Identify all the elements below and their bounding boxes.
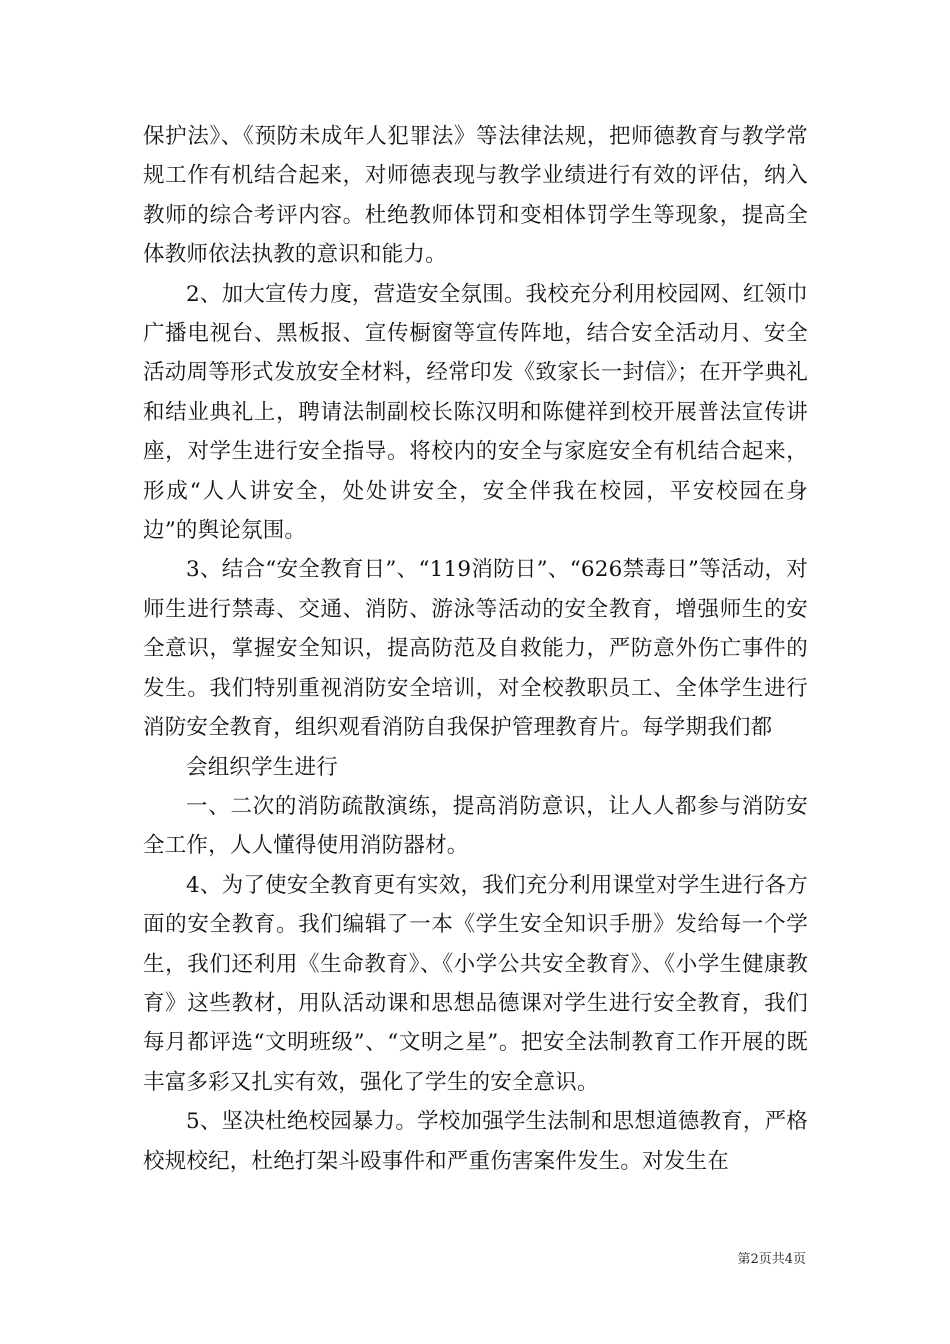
paragraph-3-safety-days: 3、结合“安全教育日”、“119消防日”、“626禁毒日”等活动，对师生进行禁毒、交通、消防、游泳等活动的安全教育，增强师生的安全意识，掌握安全知识，提高防范及自救能力，严防意外伤亡事件的发生。我们特别重视消防安全培训，对全校教职员工、全体学生进行消防安全教育，组织观看消防自我保护管理教育片。每学期我们都 (143, 557, 808, 741)
paragraph-fragment: 会组织学生进行 (186, 754, 338, 780)
paragraph-continuation: 保护法》、《预防未成年人犯罪法》等法律法规，把师德教育与教学常规工作有机结合起来，对师德表现与教学业绩进行有效的评估，纳入教师的综合考评内容。杜绝教师体罚和变相体罚学生等现象，提高全体教师依法执教的意识和能力。 (143, 124, 808, 268)
paragraph-5-violence: 5、坚决杜绝校园暴力。学校加强学生法制和思想道德教育，严格校规校纪，杜绝打架斗殴事件和严重伤害案件发生。对发生在 (143, 1109, 808, 1174)
body-text (143, 117, 808, 1181)
paragraph-2-publicity: 2、加大宣传力度，营造安全氛围。我校充分利用校园网、红领巾广播电视台、黑板报、宣传橱窗等宣传阵地，结合安全活动月、安全活动周等形式发放安全材料，经常印发《致家长一封信》；在开学典礼和结业典礼上，聘请法制副校长陈汉明和陈健祥到校开展普法宣传讲座，对学生进行安全指导。将校内的安全与家庭安全有机结合起来，形成“人人讲安全，处处讲安全，安全伴我在校园，平安校园在身边”的舆论氛围。 (143, 281, 808, 544)
paragraph-fire-drill: 一、二次的消防疏散演练，提高消防意识，让人人都参与消防安全工作，人人懂得使用消防器材。 (143, 793, 808, 859)
paragraph-4-classroom: 4、为了使安全教育更有实效，我们充分利用课堂对学生进行各方面的安全教育。我们编辑了一本《学生安全知识手册》发给每一个学生，我们还利用《生命教育》、《小学公共安全教育》、《小学生健康教育》这些教材，用队活动课和思想品德课对学生进行安全教育，我们每月都评选“文明班级”、“文明之星”。把安全法制教育工作开展的既丰富多彩又扎实有效，强化了学生的安全意识。 (143, 872, 808, 1095)
page-number: 第2页共4页 (737, 1252, 806, 1267)
